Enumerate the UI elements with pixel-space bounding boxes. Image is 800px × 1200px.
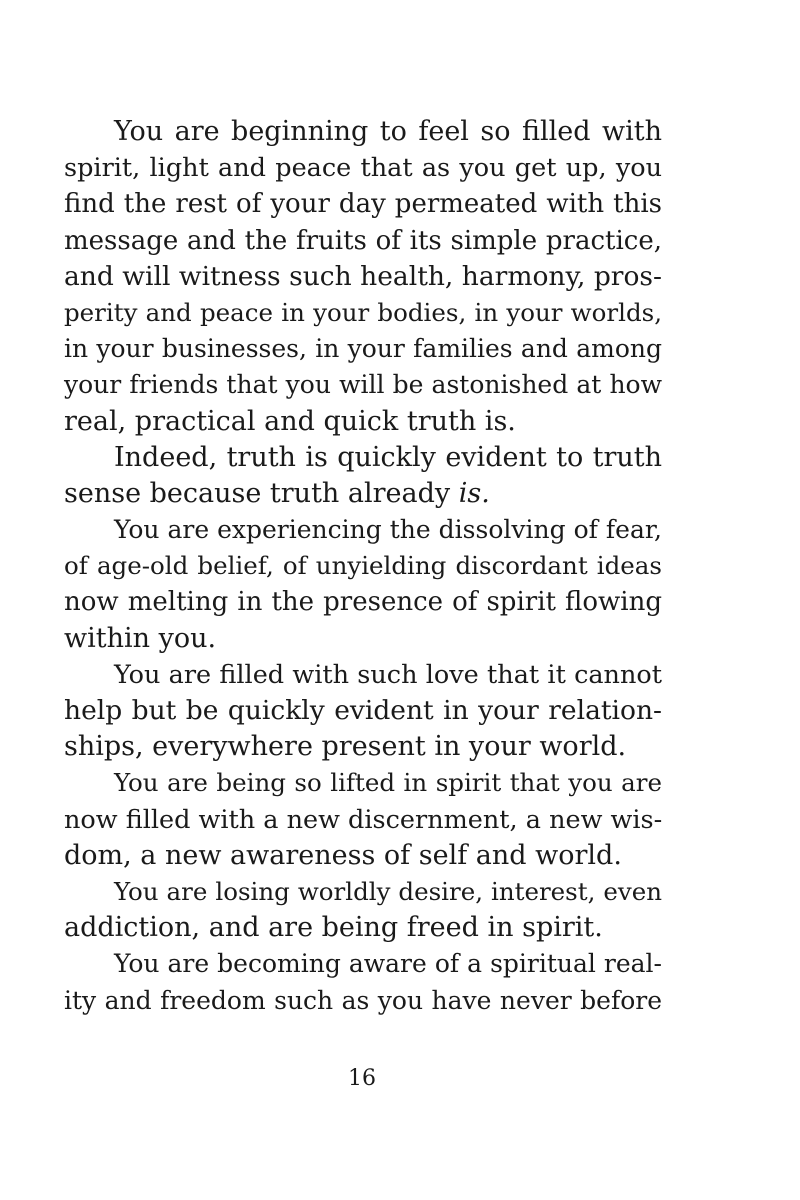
page-number: 16 — [348, 1066, 376, 1091]
text-line: message and the fruits of its simple practice, — [64, 225, 662, 256]
text-line: help but be quickly evident in your relation- — [64, 695, 662, 726]
text-line: Indeed, truth is quickly evident to truth — [114, 441, 662, 473]
text-line: ity and freedom such as you have never before — [64, 985, 662, 1015]
text-line: in your businesses, in your families and among — [64, 334, 662, 364]
text-line: ships, everywhere present in your world. — [64, 731, 627, 763]
text-line: of age-old belief, of unyielding discordant ideas — [64, 551, 662, 581]
text-line — [64, 476, 662, 512]
text-line: now melting in the presence of spirit flowing — [64, 587, 662, 618]
text-line: You are being so lifted in spirit that you are — [114, 768, 662, 798]
text-line: perity and peace in your bodies, in your worlds, — [64, 297, 662, 327]
text-line: addiction, and are being freed in spirit. — [64, 912, 603, 944]
text-line: your friends that you will be astonished at how — [64, 370, 662, 400]
text-line: real, practical and quick truth is. — [64, 405, 516, 437]
text-line: find the rest of your day permeated with this — [64, 189, 662, 220]
text-line: You are becoming aware of a spiritual real- — [114, 949, 662, 979]
text-line: You are filled with such love that it cannot — [114, 659, 662, 690]
text-line: You are experiencing the dissolving of fear, — [114, 515, 662, 545]
text-line: and will witness such health, harmony, pros- — [64, 260, 662, 292]
text-line: You are losing worldly desire, interest, even — [114, 876, 662, 906]
emphasis-text: is. — [458, 477, 490, 509]
text-line: dom, a new awareness of self and world. — [64, 839, 622, 871]
text-line: You are beginning to feel so filled with — [114, 116, 662, 147]
text-fragment: sense because truth already — [64, 477, 459, 509]
body-text — [64, 114, 662, 1019]
text-line: spirit, light and peace that as you get up, you — [64, 153, 662, 184]
text-line: now filled with a new discernment, a new wis- — [64, 804, 663, 835]
text-line: within you. — [64, 622, 217, 654]
